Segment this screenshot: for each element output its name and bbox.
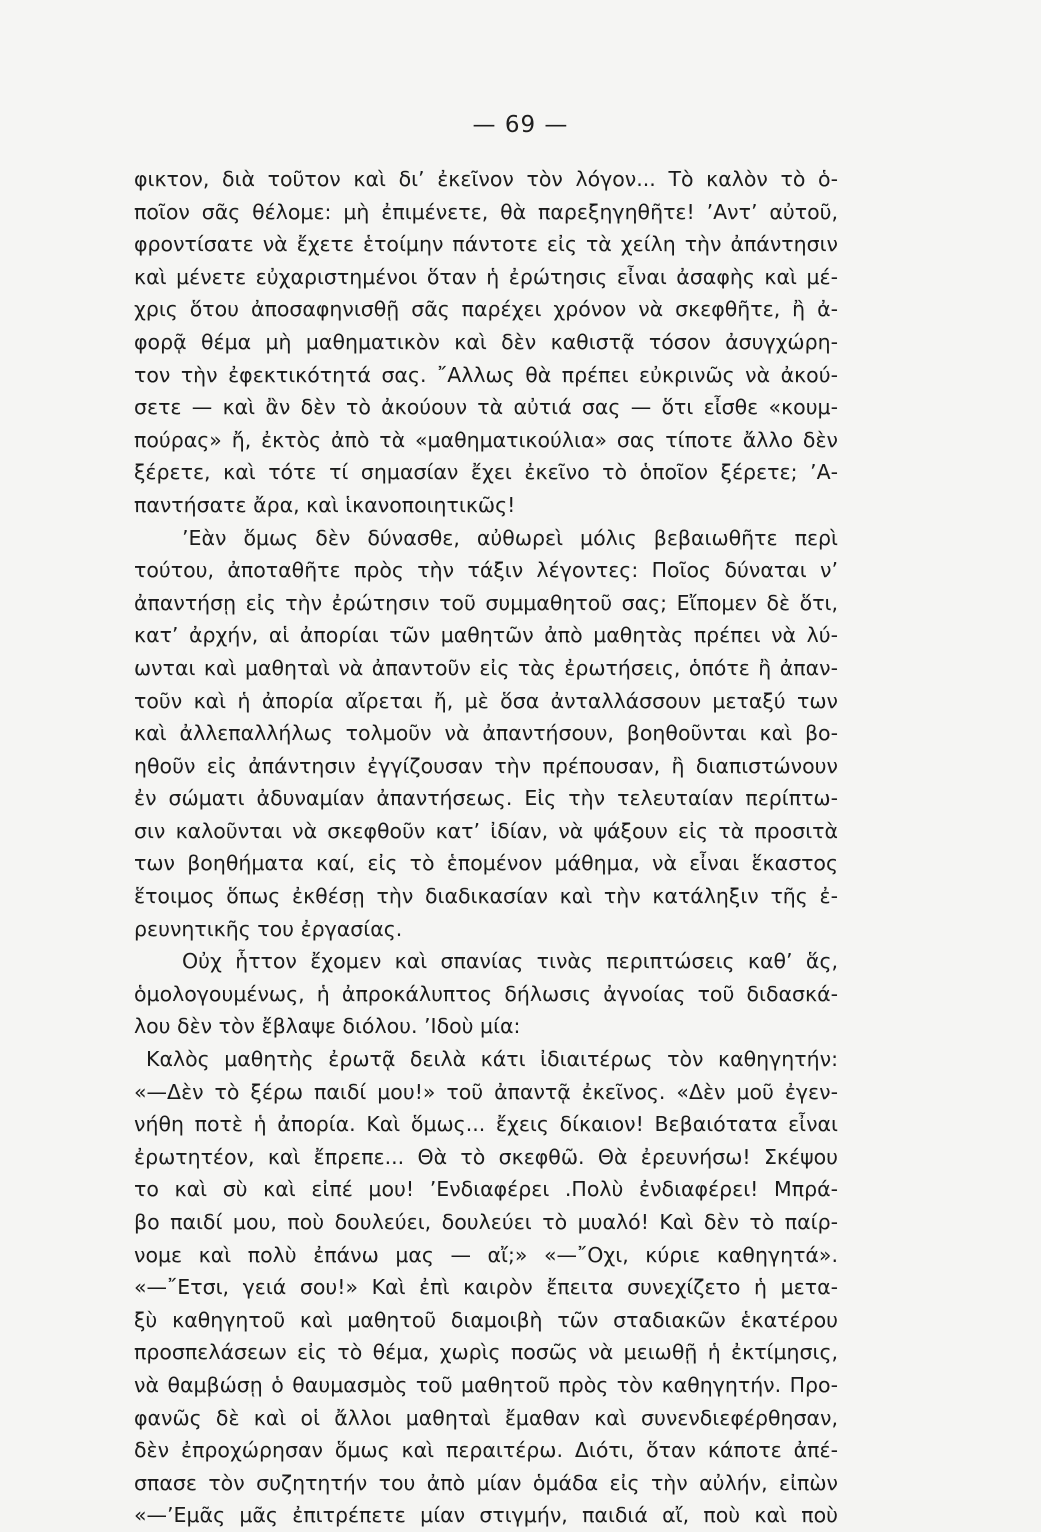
text-line: νὰ θαμβώσῃ ὁ θαυμασμὸς τοῦ μαθητοῦ πρὸς τὸν καθηγητήν. Προ- [134,1372,838,1397]
text-line: φικτον, διὰ τοῦτον καὶ δι’ ἐκεῖνον τὸν λόγον... Τὸ καλὸν τὸ ὁ- [134,167,838,191]
text-line: ἐρωτητέον, καὶ ἔπρεπε... Θὰ τὸ σκεφθῶ. Θὰ ἐρευνήσω! Σκέψου [134,1144,838,1169]
text-line: ποῖον σᾶς θέλομε: μὴ ἐπιμένετε, θὰ παρεξηγηθῆτε! ’Αντ’ αὐτοῦ, [134,199,838,224]
text-line: Οὐχ ἧττον ἔχομεν καὶ σπανίας τινὰς περιπτώσεις καθ’ ἅς, [182,949,838,974]
text-line: ηθοῦν εἰς ἀπάντησιν ἐγγίζουσαν τὴν πρέπουσαν, ἢ διαπιστώνουν [134,753,838,778]
text-line: ’Εὰν ὅμως δὲν δύνασθε, αὐθωρεὶ μόλις βεβαιωθῆτε περὶ [182,525,838,550]
text-line: βο παιδί μου, ποὺ δουλεύει, δουλεύει τὸ μυαλό! Καὶ δὲν τὸ παίρ- [134,1210,838,1234]
text-line: πούρας» ἤ, ἐκτὸς ἀπὸ τὰ «μαθηματικούλια» σας τίποτε ἄλλο δὲν [134,427,838,452]
text-line: «—῎Ετσι, γειά σου!» Καὶ ἐπὶ καιρὸν ἔπειτα συνεχίζετο ἡ μετα- [134,1275,838,1300]
text-line: καὶ μένετε εὐχαριστημένοι ὅταν ἡ ἐρώτησις εἶναι ἀσαφὴς καὶ μέ- [134,264,838,289]
text-line: φορᾷ θέμα μὴ μαθηματικὸν καὶ δὲν καθιστᾷ τόσον ἀσυγχώρη- [134,329,838,354]
text-line: φροντίσατε νὰ ἔχετε ἑτοίμην πάντοτε εἰς τὰ χείλη τὴν ἀπάντησιν [134,232,838,257]
text-line: νήθη ποτὲ ἡ ἀπορία. Καὶ ὅμως... ἔχεις δίκαιον! Βεβαιότατα εἶναι [134,1112,838,1137]
text-line: ρευνητικῆς του ἐργασίας. [134,916,403,941]
text-line: ὁμολογουμένως, ἡ ἀπροκάλυπτος δήλωσις ἀγνοίας τοῦ διδασκά- [134,981,838,1006]
text-line: νομε καὶ πολὺ ἐπάνω μας — αἴ;» «—῎Οχι, κύριε καθηγητά». [134,1242,838,1267]
text-line: λου δὲν τὸν ἔβλαψε διόλου. ’Ιδοὺ μία: [134,1014,521,1039]
text-line: σετε — καὶ ἂν δὲν τὸ ἀκούουν τὰ αὐτιά σας — ὅτι εἶσθε «κουμ- [134,395,838,420]
text-line: ἕτοιμος ὅπως ἐκθέσῃ τὴν διαδικασίαν καὶ τὴν κατάληξιν τῆς ἐ- [134,884,838,909]
text-line: ξέρετε, καὶ τότε τί σημασίαν ἔχει ἐκεῖνο τὸ ὁποῖον ξέρετε; ’Α- [134,460,838,485]
text-line: τον τὴν ἐφεκτικότητά σας. ῎Αλλως θὰ πρέπει εὐκρινῶς νὰ ἀκού- [134,362,838,387]
text-line: το καὶ σὺ καὶ εἰπέ μου! ’Ενδιαφέρει .Πολὺ ἐνδιαφέρει! Μπρά- [134,1177,838,1202]
text-line: τούτου, ἀποταθῆτε πρὸς τὴν τάξιν λέγοντες: Ποῖος δύναται ν’ [134,558,838,583]
text-line: καὶ ἀλλεπαλλήλως τολμοῦν νὰ ἀπαντήσουν, βοηθοῦνται καὶ βο- [134,721,838,746]
text-line: τοῦν καὶ ἡ ἀπορία αἴρεται ἤ, μὲ ὅσα ἀνταλλάσσουν μεταξύ των [134,688,838,713]
text-line: φανῶς δὲ καὶ οἱ ἄλλοι μαθηταὶ ἔμαθαν καὶ συνενδιεφέρθησαν, [134,1405,838,1430]
text-line: προσπελάσεων εἰς τὸ θέμα, χωρὶς ποσῶς νὰ μειωθῇ ἡ ἐκτίμησις, [134,1340,838,1365]
text-line: «—’Εμᾶς μᾶς ἐπιτρέπετε μίαν στιγμήν, παιδιά αἴ, ποὺ καὶ ποὺ [134,1503,838,1528]
text-line: κατ’ ἀρχήν, αἱ ἀπορίαι τῶν μαθητῶν ἀπὸ μαθητὰς πρέπει νὰ λύ- [134,623,838,648]
text-line: δὲν ἐπροχώρησαν ὅμως καὶ περαιτέρω. Διότι, ὅταν κάποτε ἀπέ- [134,1438,838,1463]
text-line: σπασε τὸν συζητητήν του ἀπὸ μίαν ὁμάδα εἰς τὴν αὐλήν, εἰπὼν [134,1470,838,1495]
text-line: σιν καλοῦνται νὰ σκεφθοῦν κατ’ ἰδίαν, νὰ ψάξουν εἰς τὰ προσιτὰ [134,818,838,843]
text-line: ἀπαντήσῃ εἰς τὴν ἐρώτησιν τοῦ συμμαθητοῦ σας; Εἴπομεν δὲ ὅτι, [134,590,838,615]
text-line: παντήσατε ἄρα, καὶ ἱκανοποιητικῶς! [134,492,516,517]
body-text [134,163,838,1532]
text-line: ωνται καὶ μαθηταὶ νὰ ἀπαντοῦν εἰς τὰς ἐρωτήσεις, ὁπότε ἢ ἀπαν- [134,655,838,680]
text-line: ἐν σώματι ἀδυναμίαν ἀπαντήσεως. Εἰς τὴν τελευταίαν περίπτω- [134,786,838,811]
text-line: Καλὸς μαθητὴς ἐρωτᾷ δειλὰ κάτι ἰδιαιτέρως τὸν καθηγητήν: [146,1047,838,1072]
text-line: χρις ὅτου ἀποσαφηνισθῇ σᾶς παρέχει χρόνον νὰ σκεφθῆτε, ἢ ἀ- [134,297,838,322]
text-line: των βοηθήματα καί, εἰς τὸ ἑπομένον μάθημα, νὰ εἶναι ἕκαστος [134,851,838,876]
text-line: «—Δὲν τὸ ξέρω παιδί μου!» τοῦ ἀπαντᾷ ἐκεῖνος. «Δὲν μοῦ ἐγεν- [134,1079,838,1104]
page-number: — 69 — [472,112,569,138]
text-line: ξὺ καθηγητοῦ καὶ μαθητοῦ διαμοιβὴ τῶν σταδιακῶν ἑκατέρου [134,1307,838,1332]
